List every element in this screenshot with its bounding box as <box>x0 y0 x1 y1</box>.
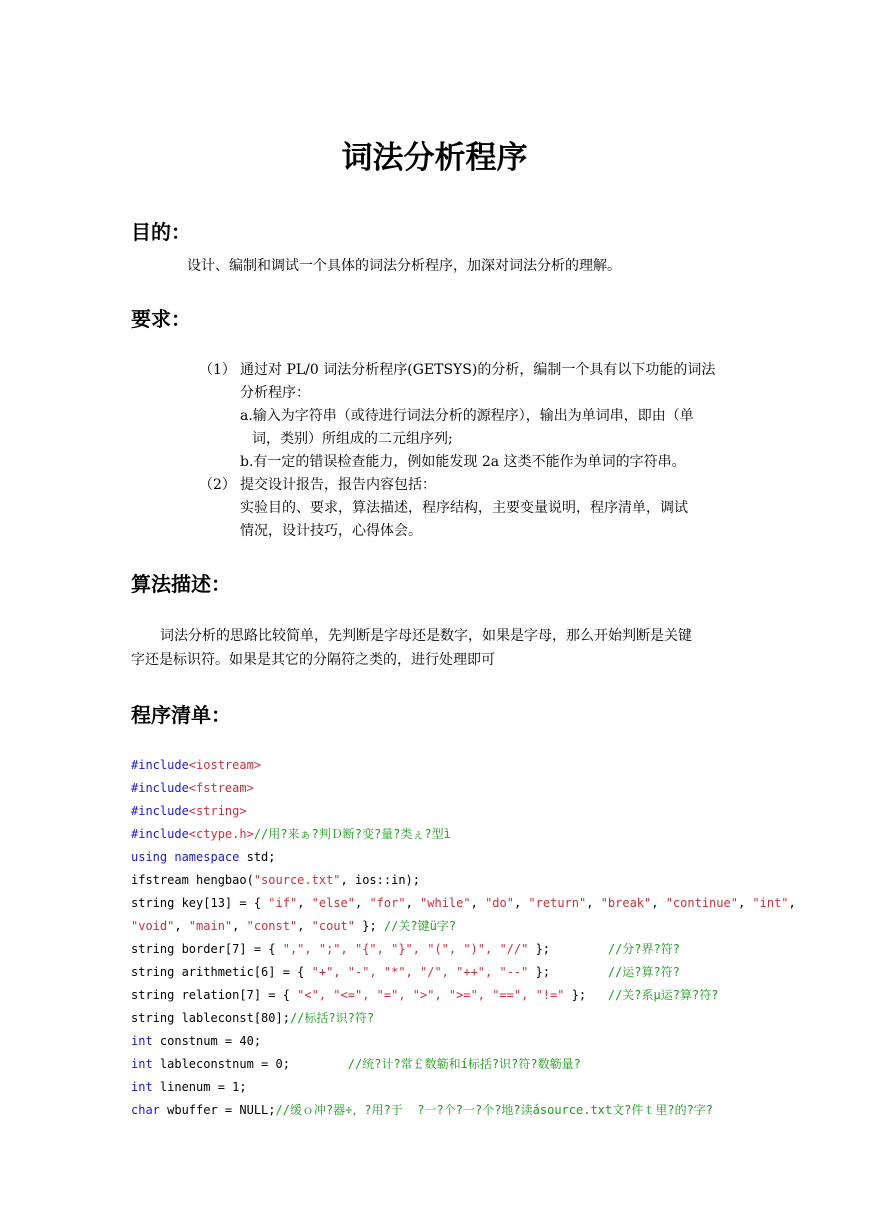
algorithm-line1: 词法分析的思路比较简单，先判断是字母还是数字，如果是字母，那么开始判断是关键 <box>160 628 692 644</box>
req-item1-line2: 分析程序： <box>240 385 310 401</box>
algorithm-line2: 字还是标识符。如果是其它的分隔符之类的，进行处理即可 <box>131 652 495 668</box>
code-line: int lableconstnum = 0; //统?计?常￡数簕和í标括?识?符?数簕量? <box>131 1057 581 1071</box>
code-listing <box>131 754 796 1122</box>
req-sub-b: b.有一定的错误检查能力，例如能发现 2a 这类不能作为单词的字符串。 <box>240 454 686 470</box>
code-line: string lableconst[80];//标括?识?符? <box>131 1011 375 1025</box>
code-line: #include<iostream> <box>131 758 262 772</box>
code-line: ifstream hengbao("source.txt", ios::in); <box>131 873 421 887</box>
code-line: string key[13] = { "if", "else", "for", "while", "do", "return", "break", "continue", "int", <box>131 896 796 910</box>
req-item2-line3: 情况，设计技巧，心得体会。 <box>240 523 422 539</box>
code-line: int linenum = 1; <box>131 1080 247 1094</box>
code-line: char wbuffer = NULL;//缓ｏ冲?器÷，?用?于 ?一?个?一?个?地?读ásource.txt文?件ｔ里?的?字? <box>131 1103 714 1117</box>
code-line: #include<fstream> <box>131 781 254 795</box>
code-line: #include<string> <box>131 804 247 818</box>
code-line: string border[7] = { ",", ";", "{", "}", "(", ")", "//" }; //分?界?符? <box>131 942 680 956</box>
code-line: #include<ctype.h>//用?来ぁ?判Ｄ断?变?量?类ぇ?型ì <box>131 827 451 841</box>
req-sub-a-line2: 词，类别）所组成的二元组序列; <box>252 431 453 447</box>
req-item2-line1: 提交设计报告，报告内容包括： <box>240 477 436 493</box>
purpose-heading: 目的： <box>131 220 191 244</box>
req-item1-number: （1） <box>199 362 236 378</box>
listing-heading: 程序清单： <box>131 703 231 727</box>
code-line: string relation[7] = { "<", "<=", "=", ">", ">=", "==", "!=" }; //关?系μ运?算?符? <box>131 988 719 1002</box>
code-line: string arithmetic[6] = { "+", "-", "*", "/", "++", "--" }; //运?算?符? <box>131 965 680 979</box>
code-line: using namespace std; <box>131 850 276 864</box>
code-line: "void", "main", "const", "cout" }; //关?键ü字? <box>131 919 457 933</box>
code-line: int constnum = 40; <box>131 1034 262 1048</box>
algorithm-heading: 算法描述： <box>131 572 231 596</box>
req-item2-line2: 实验目的、要求，算法描述，程序结构，主要变量说明，程序清单，调试 <box>240 500 688 516</box>
req-item2-number: （2） <box>199 477 236 493</box>
requirements-heading: 要求： <box>131 307 191 331</box>
purpose-text: 设计、编制和调试一个具体的词法分析程序，加深对词法分析的理解。 <box>187 258 621 274</box>
req-sub-a-line1: a.输入为字符串（或待进行词法分析的源程序），输出为单词串，即由（单 <box>240 408 694 424</box>
document-title: 词法分析程序 <box>341 140 528 176</box>
req-item1-line1: 通过对 PL/0 词法分析程序(GETSYS)的分析，编制一个具有以下功能的词法 <box>240 362 716 378</box>
